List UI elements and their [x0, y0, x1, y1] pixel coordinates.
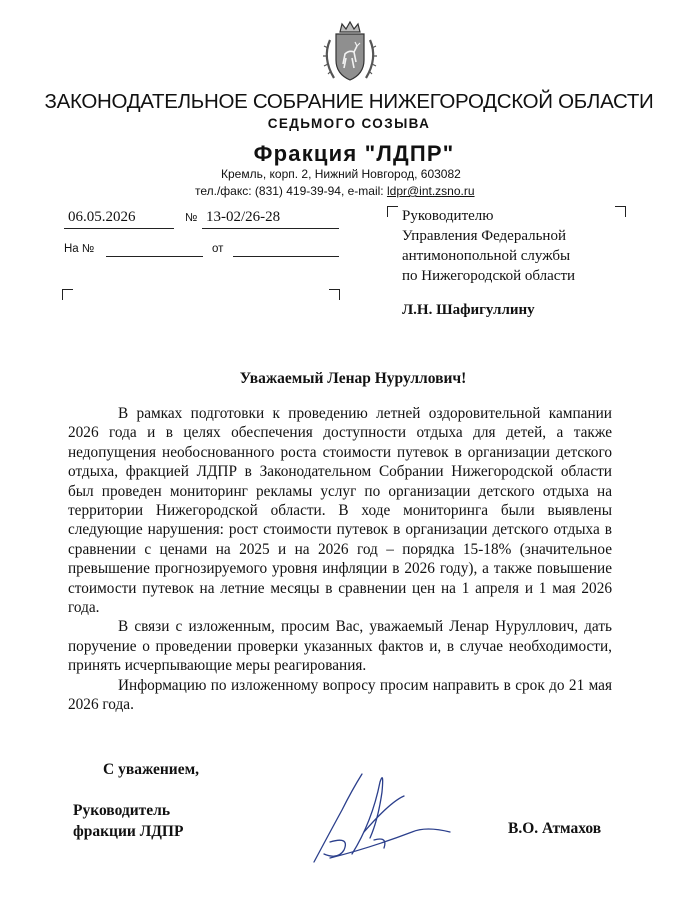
recipient-line: антимонопольной службы — [402, 248, 571, 264]
closing-regards: С уважением, — [103, 761, 200, 778]
contacts-prefix: тел./факс: (831) 419-39-94, e-mail: — [195, 184, 387, 198]
corner-mark — [62, 289, 73, 300]
signer-title-line: фракции ЛДПР — [73, 823, 184, 840]
registration-number-label: № — [185, 212, 198, 224]
corner-mark — [329, 289, 340, 300]
registration-date: 06.05.2026 — [64, 209, 174, 229]
registration-number: 13-02/26-28 — [202, 209, 339, 229]
faction-title: Фракция "ЛДПР" — [253, 141, 455, 166]
letter-body — [68, 404, 612, 715]
email-link[interactable]: ldpr@int.zsno.ru — [386, 184, 475, 198]
recipient-block — [402, 206, 575, 286]
salutation: Уважаемый Ленар Нуруллович! — [239, 370, 467, 387]
signer-name: В.О. Атмахов — [508, 820, 602, 837]
reference-from-label: от — [212, 243, 224, 255]
signer-title-line: Руководитель — [73, 802, 171, 819]
recipient-line: Управления Федеральной — [402, 228, 566, 244]
reference-date-line — [233, 256, 339, 257]
reference-number-line — [106, 256, 203, 257]
organization-name: ЗАКОНОДАТЕЛЬНОЕ СОБРАНИЕ НИЖЕГОРОДСКОЙ ОБЛАСТИ — [44, 90, 654, 113]
convocation: СЕДЬМОГО СОЗЫВА — [267, 116, 431, 131]
recipient-line: Руководителю — [402, 208, 494, 224]
recipient-name: Л.Н. Шафигуллину — [402, 302, 535, 318]
body-paragraph: Информацию по изложенному вопросу просим направить в срок до 21 мая 2026 года. — [68, 676, 612, 714]
recipient-line: по Нижегородской области — [402, 268, 576, 284]
coat-of-arms-icon — [316, 18, 384, 86]
signer-title — [73, 800, 183, 842]
signature-icon — [300, 762, 460, 872]
contacts — [195, 184, 475, 198]
corner-mark — [615, 206, 626, 217]
body-paragraph: В рамках подготовки к проведению летней оздоровительной кампании 2026 года и в целях обеспечения доступности отдыха для детей, а также недопущения необоснованного роста стоимости путевок в организации детского отдыха, фракцией ЛДПР в Законодательном Собрании Нижегородской области был проведен мониторинг рекламы услуг по организации детского отдыха на территории Нижегородской области. В ходе мониторинга были выявлены следующие нарушения: рост стоимости путевок в организации детского отдыха в сравнении с ценами на 2025 и на 2026 год – порядка 15-18% (значительное превышение прогнозируемого уровня инфляции в 2026 году), а также повышение стоимости путевок на летние месяцы в сравнении цен на 1 апреля и 1 мая 2026 года. — [68, 405, 612, 617]
reference-label: На № — [64, 243, 95, 255]
body-paragraph: В связи с изложенным, просим Вас, уважаемый Ленар Нуруллович, дать поручение о проведении проверки указанных фактов и, в случае необходимости, принять исчерпывающие меры реагирования. — [68, 618, 612, 675]
address: Кремль, корп. 2, Нижний Новгород, 603082 — [221, 167, 461, 181]
corner-mark — [387, 206, 398, 217]
